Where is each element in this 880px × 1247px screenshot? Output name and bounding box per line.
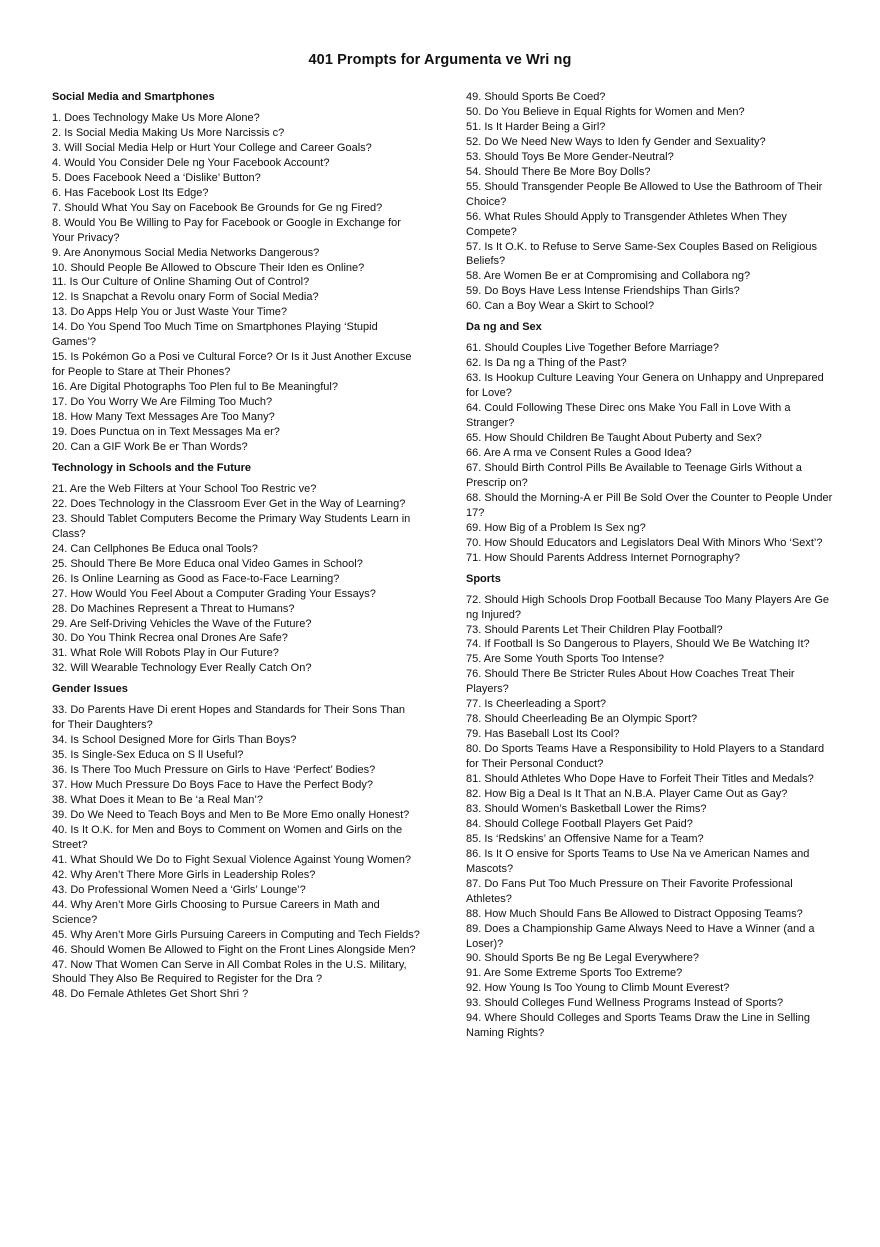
prompt-item: 49. Should Sports Be Coed?: [466, 91, 606, 103]
prompt-item: 15. Is Pokémon Go a Posi ve Cultural Force? Or Is it Just Another Excuse for People to Stare at Their Phones?: [52, 351, 412, 379]
prompt-item: 64. Could Following These Direc ons Make You Fall in Love With a Stranger?: [466, 402, 791, 430]
section-heading: Da ng and Sex: [466, 321, 542, 334]
prompt-item: 8. Would You Be Willing to Pay for Facebook or Google in Exchange for Your Privacy?: [52, 216, 401, 244]
prompt-item: 3. Will Social Media Help or Hurt Your College and Career Goals?: [52, 141, 372, 154]
prompt-item: 34. Is School Designed More for Girls Than Boys?: [52, 734, 297, 747]
prompt-item: 29. Are Self-Driving Vehicles the Wave of the Future?: [52, 617, 312, 630]
prompt-item: 43. Do Professional Women Need a ‘Girls’ Lounge’?: [52, 883, 306, 896]
prompt-item: 10. Should People Be Allowed to Obscure Their Iden es Online?: [52, 261, 365, 274]
prompt-item: 78. Should Cheerleading Be an Olympic Sport?: [466, 713, 698, 726]
left-column: [52, 90, 420, 1002]
prompt-item: 30. Do You Think Recrea onal Drones Are Safe?: [52, 632, 288, 645]
prompt-section: [52, 461, 420, 676]
prompt-item: 7. Should What You Say on Facebook Be Grounds for Ge ng Fired?: [52, 201, 383, 214]
prompt-item: 24. Can Cellphones Be Educa onal Tools?: [52, 542, 258, 555]
prompt-item: 88. How Much Should Fans Be Allowed to Distract Opposing Teams?: [466, 907, 803, 920]
prompt-item: 5. Does Facebook Need a ‘Dislike’ Button?: [52, 171, 261, 184]
prompt-item: 18. How Many Text Messages Are Too Many?: [52, 411, 275, 424]
prompt-item: 50. Do You Believe in Equal Rights for Women and Men?: [466, 105, 745, 118]
prompt-item: 81. Should Athletes Who Dope Have to Forfeit Their Titles and Medals?: [466, 773, 814, 786]
prompt-item: 54. Should There Be More Boy Dolls?: [466, 165, 651, 178]
prompt-item: 82. How Big a Deal Is It That an N.B.A. Player Came Out as Gay?: [466, 787, 788, 800]
prompt-section: [466, 572, 836, 1042]
prompt-item: 85. Is ‘Redskins’ an Offensive Name for a Team?: [466, 832, 704, 845]
prompt-section: [466, 320, 836, 565]
prompt-section: [466, 90, 836, 314]
prompt-item: 59. Do Boys Have Less Intense Friendships Than Girls?: [466, 285, 740, 298]
prompt-item: 84. Should College Football Players Get Paid?: [466, 817, 693, 830]
prompt-item: 52. Do We Need New Ways to Iden fy Gender and Sexuality?: [466, 135, 766, 148]
prompt-item: 71. How Should Parents Address Internet Pornography?: [466, 551, 740, 564]
prompt-item: 2. Is Social Media Making Us More Narcissis c?: [52, 126, 285, 139]
section-heading: Social Media and Smartphones: [52, 91, 215, 103]
prompt-item: 69. How Big of a Problem Is Sex ng?: [466, 521, 646, 534]
prompt-item: 73. Should Parents Let Their Children Play Football?: [466, 623, 723, 636]
prompt-item: 9. Are Anonymous Social Media Networks Dangerous?: [52, 246, 320, 259]
prompt-item: 13. Do Apps Help You or Just Waste Your Time?: [52, 306, 288, 319]
prompt-item: 47. Now That Women Can Serve in All Combat Roles in the U.S. Military, Should They Also Be Required to Register for the Dra ?: [52, 958, 407, 986]
prompt-item: 61. Should Couples Live Together Before Marriage?: [466, 342, 719, 355]
prompt-item: 6. Has Facebook Lost Its Edge?: [52, 186, 209, 199]
prompt-item: 17. Do You Worry We Are Filming Too Much?: [52, 396, 273, 409]
prompt-item: 28. Do Machines Represent a Threat to Humans?: [52, 602, 295, 615]
prompt-item: 19. Does Punctua on in Text Messages Ma er?: [52, 426, 280, 439]
prompt-item: 87. Do Fans Put Too Much Pressure on Their Favorite Professional Athletes?: [466, 877, 793, 905]
prompt-item: 21. Are the Web Filters at Your School Too Restric ve?: [52, 482, 317, 495]
prompt-item: 42. Why Aren’t There More Girls in Leadership Roles?: [52, 868, 316, 881]
prompt-item: 51. Is It Harder Being a Girl?: [466, 120, 606, 133]
prompt-item: 11. Is Our Culture of Online Shaming Out of Control?: [52, 276, 310, 289]
prompt-item: 36. Is There Too Much Pressure on Girls to Have ‘Perfect’ Bodies?: [52, 764, 376, 777]
prompt-item: 1. Does Technology Make Us More Alone?: [52, 112, 260, 124]
prompt-item: 94. Where Should Colleges and Sports Teams Draw the Line in Selling Naming Rights?: [466, 1012, 811, 1040]
prompt-item: 41. What Should We Do to Fight Sexual Violence Against Young Women?: [52, 853, 411, 866]
prompt-item: 37. How Much Pressure Do Boys Face to Have the Perfect Body?: [52, 779, 373, 792]
prompt-item: 58. Are Women Be er at Compromising and Collabora ng?: [466, 270, 751, 283]
section-heading: Technology in Schools and the Future: [52, 461, 252, 474]
prompt-item: 77. Is Cheerleading a Sport?: [466, 698, 607, 711]
prompt-item: 65. How Should Children Be Taught About Puberty and Sex?: [466, 432, 762, 445]
prompt-item: 57. Is It O.K. to Refuse to Serve Same-Sex Couples Based on Religious Beliefs?: [466, 240, 817, 268]
prompt-item: 40. Is It O.K. for Men and Boys to Comment on Women and Girls on the Street?: [52, 823, 403, 851]
prompt-item: 39. Do We Need to Teach Boys and Men to Be More Emo onally Honest?: [52, 808, 410, 821]
prompt-item: 93. Should Colleges Fund Wellness Programs Instead of Sports?: [466, 997, 784, 1010]
prompt-item: 76. Should There Be Stricter Rules About How Coaches Treat Their Players?: [466, 668, 795, 696]
prompt-item: 72. Should High Schools Drop Football Because Too Many Players Are Ge ng Injured?: [466, 593, 829, 621]
prompt-item: 62. Is Da ng a Thing of the Past?: [466, 357, 627, 370]
prompt-item: 68. Should the Morning-A er Pill Be Sold Over the Counter to People Under 17?: [466, 491, 833, 519]
prompt-item: 23. Should Tablet Computers Become the Primary Way Students Learn in Class?: [52, 512, 411, 540]
prompt-item: 26. Is Online Learning as Good as Face-to-Face Learning?: [52, 572, 340, 585]
prompt-item: 31. What Role Will Robots Play in Our Future?: [52, 647, 279, 660]
prompt-item: 32. Will Wearable Technology Ever Really Catch On?: [52, 662, 312, 675]
prompt-item: 48. Do Female Athletes Get Short Shri ?: [52, 988, 249, 1001]
prompt-item: 91. Are Some Extreme Sports Too Extreme?: [466, 967, 683, 980]
prompt-section: [52, 682, 420, 1002]
prompt-item: 16. Are Digital Photographs Too Plen ful to Be Meaningful?: [52, 381, 338, 394]
prompt-item: 79. Has Baseball Lost Its Cool?: [466, 728, 620, 741]
prompt-item: 55. Should Transgender People Be Allowed to Use the Bathroom of Their Choice?: [466, 180, 823, 208]
page-title: 401 Prompts for Argumenta ve Wri ng: [308, 52, 572, 68]
prompt-item: 35. Is Single-Sex Educa on S ll Useful?: [52, 749, 244, 762]
prompt-item: 75. Are Some Youth Sports Too Intense?: [466, 653, 664, 666]
prompt-item: 27. How Would You Feel About a Computer Grading Your Essays?: [52, 587, 376, 600]
prompt-item: 67. Should Birth Control Pills Be Available to Teenage Girls Without a Prescrip on?: [466, 461, 802, 489]
prompt-item: 33. Do Parents Have Di erent Hopes and Standards for Their Sons Than for Their Daughters?: [52, 704, 406, 732]
prompt-item: 45. Why Aren’t More Girls Pursuing Careers in Computing and Tech Fields?: [52, 928, 420, 941]
prompt-item: 4. Would You Consider Dele ng Your Facebook Account?: [52, 156, 330, 169]
prompt-item: 83. Should Women’s Basketball Lower the Rims?: [466, 802, 707, 815]
prompt-item: 66. Are A rma ve Consent Rules a Good Idea?: [466, 446, 692, 459]
prompt-item: 56. What Rules Should Apply to Transgender Athletes When They Compete?: [466, 210, 787, 238]
prompt-item: 53. Should Toys Be More Gender-Neutral?: [466, 150, 674, 163]
prompt-item: 12. Is Snapchat a Revolu onary Form of Social Media?: [52, 291, 319, 304]
prompt-item: 14. Do You Spend Too Much Time on Smartphones Playing ‘Stupid Games’?: [52, 321, 378, 349]
prompt-item: 44. Why Aren’t More Girls Choosing to Pursue Careers in Math and Science?: [52, 898, 380, 926]
right-column: [466, 90, 836, 1041]
prompt-item: 60. Can a Boy Wear a Skirt to School?: [466, 300, 655, 313]
section-heading: Gender Issues: [52, 683, 128, 696]
prompt-item: 63. Is Hookup Culture Leaving Your Genera on Unhappy and Unprepared for Love?: [466, 372, 824, 400]
prompt-item: 25. Should There Be More Educa onal Video Games in School?: [52, 557, 363, 570]
prompt-item: 70. How Should Educators and Legislators Deal With Minors Who ‘Sext’?: [466, 536, 823, 549]
prompt-item: 89. Does a Championship Game Always Need to Have a Winner (and a Loser)?: [466, 922, 815, 950]
prompt-item: 74. If Football Is So Dangerous to Players, Should We Be Watching It?: [466, 638, 810, 651]
prompt-item: 86. Is It O ensive for Sports Teams to Use Na ve American Names and Mascots?: [466, 847, 810, 875]
prompt-item: 20. Can a GIF Work Be er Than Words?: [52, 440, 248, 453]
prompt-item: 46. Should Women Be Allowed to Fight on the Front Lines Alongside Men?: [52, 943, 416, 956]
prompt-item: 80. Do Sports Teams Have a Responsibility to Hold Players to a Standard for Their Personal Conduct?: [466, 743, 825, 771]
prompt-item: 22. Does Technology in the Classroom Ever Get in the Way of Learning?: [52, 497, 406, 510]
section-heading: Sports: [466, 572, 501, 585]
prompt-section: [52, 90, 420, 455]
prompt-item: 92. How Young Is Too Young to Climb Mount Everest?: [466, 982, 730, 995]
prompt-item: 38. What Does it Mean to Be ‘a Real Man’?: [52, 794, 263, 807]
prompt-item: 90. Should Sports Be ng Be Legal Everywhere?: [466, 952, 699, 965]
